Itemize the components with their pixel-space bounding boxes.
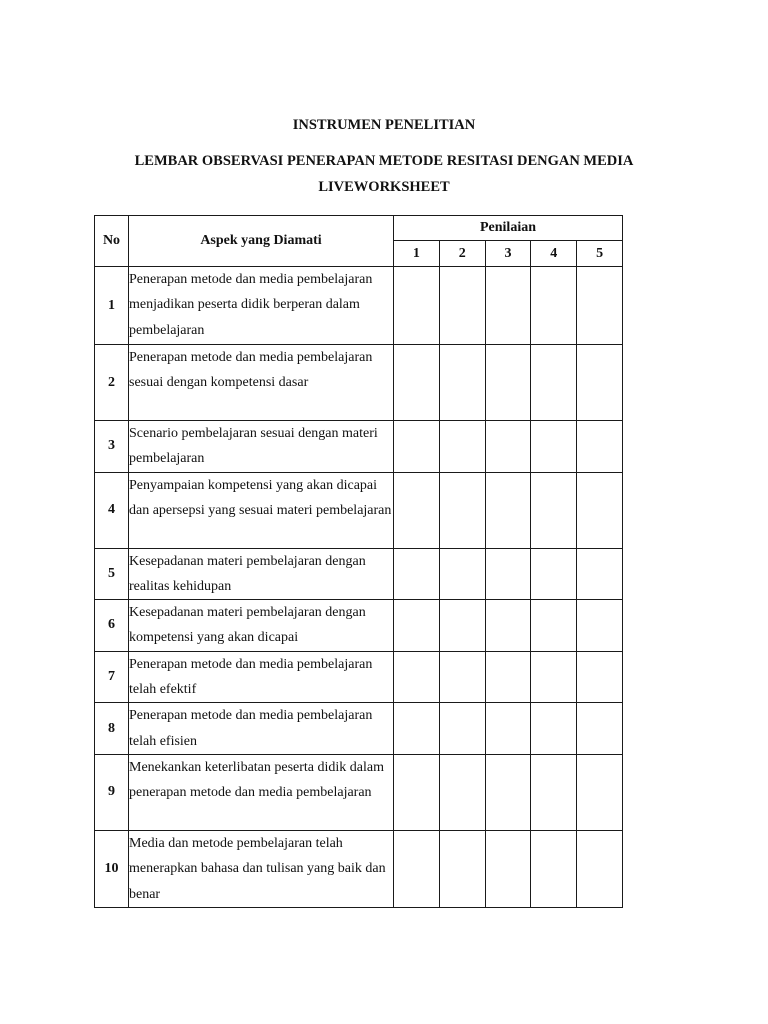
score-cell-4[interactable] xyxy=(531,703,577,755)
row-aspect-text: Media dan metode pembelajaran telah menerapkan bahasa dan tulisan yang baik dan benar xyxy=(129,830,394,907)
row-number: 2 xyxy=(95,345,129,421)
score-cell-3[interactable] xyxy=(485,472,531,548)
document-subtitle-continued: LIVEWORKSHEET xyxy=(318,179,450,195)
score-cell-3[interactable] xyxy=(485,267,531,345)
table-row xyxy=(95,267,623,345)
score-cell-2[interactable] xyxy=(439,345,485,421)
score-cell-1[interactable] xyxy=(394,548,440,600)
table-header xyxy=(95,216,623,267)
score-cell-5[interactable] xyxy=(577,754,623,830)
table-row xyxy=(95,830,623,907)
row-number: 7 xyxy=(95,651,129,703)
score-cell-2[interactable] xyxy=(439,267,485,345)
row-aspect-text: Penerapan metode dan media pembelajaran menjadikan peserta didik berperan dalam pembelajaran xyxy=(129,267,394,345)
score-cell-3[interactable] xyxy=(485,703,531,755)
score-cell-5[interactable] xyxy=(577,472,623,548)
score-cell-5[interactable] xyxy=(577,600,623,652)
score-cell-1[interactable] xyxy=(394,830,440,907)
row-number: 1 xyxy=(95,267,129,345)
score-cell-4[interactable] xyxy=(531,472,577,548)
scale-4-header: 4 xyxy=(531,241,577,267)
score-cell-5[interactable] xyxy=(577,651,623,703)
observation-table xyxy=(94,215,623,908)
table-row xyxy=(95,600,623,652)
score-cell-5[interactable] xyxy=(577,267,623,345)
score-cell-5[interactable] xyxy=(577,703,623,755)
score-cell-3[interactable] xyxy=(485,548,531,600)
score-cell-3[interactable] xyxy=(485,345,531,421)
score-cell-4[interactable] xyxy=(531,267,577,345)
score-cell-1[interactable] xyxy=(394,267,440,345)
row-aspect-text: Scenario pembelajaran sesuai dengan materi pembelajaran xyxy=(129,421,394,473)
row-number: 3 xyxy=(95,421,129,473)
document-title: INSTRUMEN PENELITIAN xyxy=(292,117,476,133)
score-cell-1[interactable] xyxy=(394,421,440,473)
document-subtitle: LEMBAR OBSERVASI PENERAPAN METODE RESITASI DENGAN MEDIA xyxy=(134,153,634,169)
score-cell-2[interactable] xyxy=(439,830,485,907)
table-row xyxy=(95,345,623,421)
score-cell-3[interactable] xyxy=(485,754,531,830)
score-cell-4[interactable] xyxy=(531,651,577,703)
score-cell-3[interactable] xyxy=(485,600,531,652)
row-number: 4 xyxy=(95,472,129,548)
row-aspect-text: Kesepadanan materi pembelajaran dengan realitas kehidupan xyxy=(129,548,394,600)
scale-5-header: 5 xyxy=(577,241,623,267)
score-cell-1[interactable] xyxy=(394,754,440,830)
score-cell-2[interactable] xyxy=(439,754,485,830)
table-row xyxy=(95,754,623,830)
table-row xyxy=(95,703,623,755)
header-no: No xyxy=(95,216,129,267)
score-cell-2[interactable] xyxy=(439,421,485,473)
score-cell-2[interactable] xyxy=(439,600,485,652)
score-cell-2[interactable] xyxy=(439,472,485,548)
scale-3-header: 3 xyxy=(485,241,531,267)
table-row xyxy=(95,651,623,703)
score-cell-1[interactable] xyxy=(394,651,440,703)
score-cell-5[interactable] xyxy=(577,830,623,907)
row-number: 10 xyxy=(95,830,129,907)
scale-1-header: 1 xyxy=(394,241,440,267)
row-aspect-text: Penerapan metode dan media pembelajaran telah efisien xyxy=(129,703,394,755)
row-number: 8 xyxy=(95,703,129,755)
score-cell-2[interactable] xyxy=(439,703,485,755)
score-cell-4[interactable] xyxy=(531,830,577,907)
score-cell-3[interactable] xyxy=(485,421,531,473)
score-cell-4[interactable] xyxy=(531,548,577,600)
score-cell-4[interactable] xyxy=(531,421,577,473)
score-cell-1[interactable] xyxy=(394,345,440,421)
row-number: 6 xyxy=(95,600,129,652)
row-number: 9 xyxy=(95,754,129,830)
table-row xyxy=(95,472,623,548)
score-cell-5[interactable] xyxy=(577,345,623,421)
score-cell-3[interactable] xyxy=(485,651,531,703)
score-cell-3[interactable] xyxy=(485,830,531,907)
row-aspect-text: Penerapan metode dan media pembelajaran sesuai dengan kompetensi dasar xyxy=(129,345,394,421)
header-penilaian: Penilaian xyxy=(394,216,623,241)
score-cell-4[interactable] xyxy=(531,345,577,421)
score-cell-4[interactable] xyxy=(531,600,577,652)
score-cell-5[interactable] xyxy=(577,548,623,600)
score-cell-1[interactable] xyxy=(394,600,440,652)
table-body xyxy=(95,267,623,908)
header-aspek: Aspek yang Diamati xyxy=(129,216,394,267)
table-row xyxy=(95,548,623,600)
row-aspect-text: Kesepadanan materi pembelajaran dengan kompetensi yang akan dicapai xyxy=(129,600,394,652)
row-aspect-text: Penerapan metode dan media pembelajaran telah efektif xyxy=(129,651,394,703)
score-cell-5[interactable] xyxy=(577,421,623,473)
score-cell-1[interactable] xyxy=(394,472,440,548)
score-cell-2[interactable] xyxy=(439,651,485,703)
score-cell-4[interactable] xyxy=(531,754,577,830)
row-aspect-text: Menekankan keterlibatan peserta didik dalam penerapan metode dan media pembelajaran xyxy=(129,754,394,830)
table-row xyxy=(95,421,623,473)
score-cell-1[interactable] xyxy=(394,703,440,755)
row-number: 5 xyxy=(95,548,129,600)
score-cell-2[interactable] xyxy=(439,548,485,600)
row-aspect-text: Penyampaian kompetensi yang akan dicapai dan apersepsi yang sesuai materi pembelajaran xyxy=(129,472,394,548)
header-row-top xyxy=(95,216,623,241)
scale-2-header: 2 xyxy=(439,241,485,267)
